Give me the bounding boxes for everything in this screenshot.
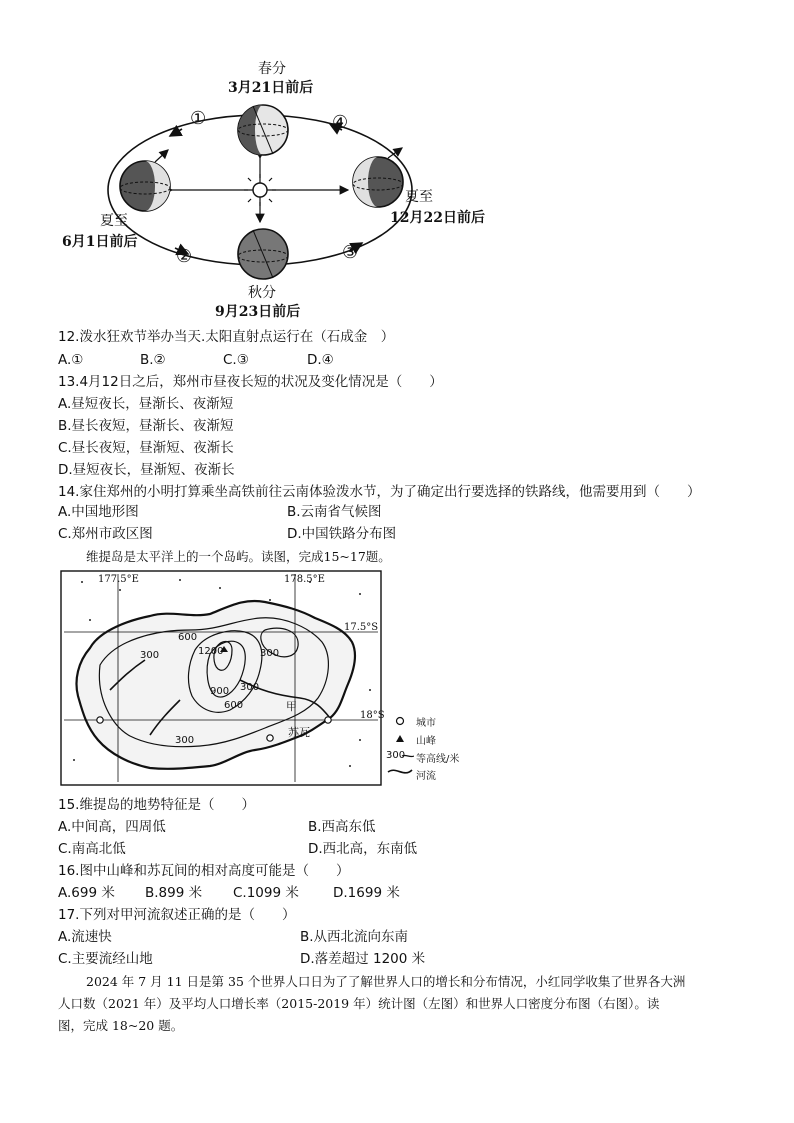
q14-option-d[interactable]: D.中国铁路分布图: [287, 526, 397, 542]
lon-label-1: 177.5°E: [98, 574, 139, 585]
q17-option-b[interactable]: B.从西北流向东南: [300, 929, 409, 945]
spring-name: 春分: [258, 61, 286, 77]
q15-option-b[interactable]: B.西高东低: [308, 819, 376, 835]
map-legend: [386, 712, 476, 784]
legend-river-icon: [388, 770, 412, 773]
q16-option-c[interactable]: C.1099 米: [233, 885, 299, 901]
contour-label: 1200: [198, 646, 224, 657]
right-name: 夏至: [405, 189, 433, 205]
city-marker: [97, 717, 103, 723]
q12-option-c[interactable]: C.③: [223, 352, 249, 368]
q14-stem: 14.家住郑州的小明打算乘坐高铁前往云南体验泼水节，为了确定出行要选择的铁路线，他需要用到（ ）: [58, 484, 701, 500]
q12-option-a[interactable]: A.①: [58, 352, 84, 368]
legend-city-icon: [397, 718, 404, 725]
q13-option-a[interactable]: A.昼短夜长，昼渐长、夜渐短: [58, 396, 234, 412]
q15-option-a[interactable]: A.中间高，四周低: [58, 819, 166, 835]
spring-date: 3月21日前后: [228, 80, 314, 96]
segment-3: ③: [342, 242, 359, 263]
legend-contour-value: 300: [386, 750, 406, 761]
intro-18-20-line-2: 人口数（2021 年）及平均人口增长率（2015-2019 年）统计图（左图）和世界人口密度分布图（右图）。读: [58, 996, 660, 1011]
q17-option-a[interactable]: A.流速快: [58, 929, 112, 945]
orbit-figure: [60, 50, 500, 320]
q15-option-d[interactable]: D.西北高，东南低: [308, 841, 418, 857]
place-suva: 苏瓦: [288, 726, 310, 739]
contour-label: 300: [240, 682, 260, 693]
q14-option-b[interactable]: B.云南省气候图: [287, 504, 382, 520]
contour-label: 300: [175, 735, 195, 746]
place-jia: 甲: [286, 700, 297, 713]
lon-label-2: 178.5°E: [284, 574, 325, 585]
intro-18-20-line-3: 图，完成 18~20 题。: [58, 1018, 184, 1033]
segment-4: ④: [332, 112, 349, 133]
contour-label: 900: [210, 686, 230, 697]
left-date: 6月1日前后: [62, 234, 138, 250]
legend-contour: 等高线/米: [416, 754, 460, 765]
q12-stem: 12.泼水狂欢节举办当天.太阳直射点运行在（石成金 ）: [58, 329, 395, 345]
q13-option-c[interactable]: C.昼长夜短，昼渐短、夜渐长: [58, 440, 234, 456]
q16-stem: 16.图中山峰和苏瓦间的相对高度可能是（ ）: [58, 863, 350, 879]
legend-peak: 山峰: [416, 736, 436, 747]
contour-label: 600: [224, 700, 244, 711]
intro-18-20-line-1: 2024 年 7 月 11 日是第 35 个世界人口日为了了解世界人口的增长和分布情况，小红同学收集了世界各大洲: [86, 974, 686, 989]
q12-option-d[interactable]: D.④: [307, 352, 334, 368]
legend-peak-icon: [396, 735, 404, 742]
q17-option-d[interactable]: D.落差超过 1200 米: [300, 951, 426, 967]
intro-15-17: 维提岛是太平洋上的一个岛屿。读图，完成15~17题。: [86, 549, 391, 564]
q17-stem: 17.下列对甲河流叙述正确的是（ ）: [58, 907, 296, 923]
q14-option-c[interactable]: C.郑州市政区图: [58, 526, 153, 542]
q13-stem: 13.4月12日之后，郑州市昼夜长短的状况及变化情况是（ ）: [58, 374, 443, 390]
lat-label-1: 17.5°S: [344, 622, 379, 633]
q16-option-b[interactable]: B.899 米: [145, 885, 203, 901]
earth-spring: [238, 105, 288, 155]
autumn-date: 9月23日前后: [215, 304, 301, 320]
q13-option-d[interactable]: D.昼短夜长，昼渐短、夜渐长: [58, 462, 235, 478]
q16-option-d[interactable]: D.1699 米: [333, 885, 400, 901]
legend-river: 河流: [416, 771, 436, 782]
q16-option-a[interactable]: A.699 米: [58, 885, 115, 901]
city-marker: [267, 735, 273, 741]
earth-left: [120, 150, 170, 211]
segment-2: ②: [176, 246, 193, 267]
autumn-name: 秋分: [248, 285, 276, 301]
contour-label: 300: [260, 648, 280, 659]
left-name: 夏至: [100, 213, 128, 229]
contour-label: 600: [178, 632, 198, 643]
lat-label-2: 18°S: [360, 710, 385, 721]
island-map-svg: [60, 570, 382, 786]
right-date: 12月22日前后: [390, 210, 485, 226]
island-map: [60, 570, 385, 786]
segment-1: ①: [190, 108, 207, 129]
legend-city: 城市: [416, 718, 436, 729]
q17-option-c[interactable]: C.主要流经山地: [58, 951, 153, 967]
q12-option-b[interactable]: B.②: [140, 352, 166, 368]
earth-autumn: [238, 229, 288, 279]
q13-option-b[interactable]: B.昼长夜短，昼渐长、夜渐短: [58, 418, 234, 434]
q15-stem: 15.维提岛的地势特征是（ ）: [58, 797, 255, 813]
q15-option-c[interactable]: C.南高北低: [58, 841, 126, 857]
contour-label: 300: [140, 650, 160, 661]
city-marker: [325, 717, 331, 723]
q14-option-a[interactable]: A.中国地形图: [58, 504, 139, 520]
orbit-arrow: [170, 129, 182, 136]
